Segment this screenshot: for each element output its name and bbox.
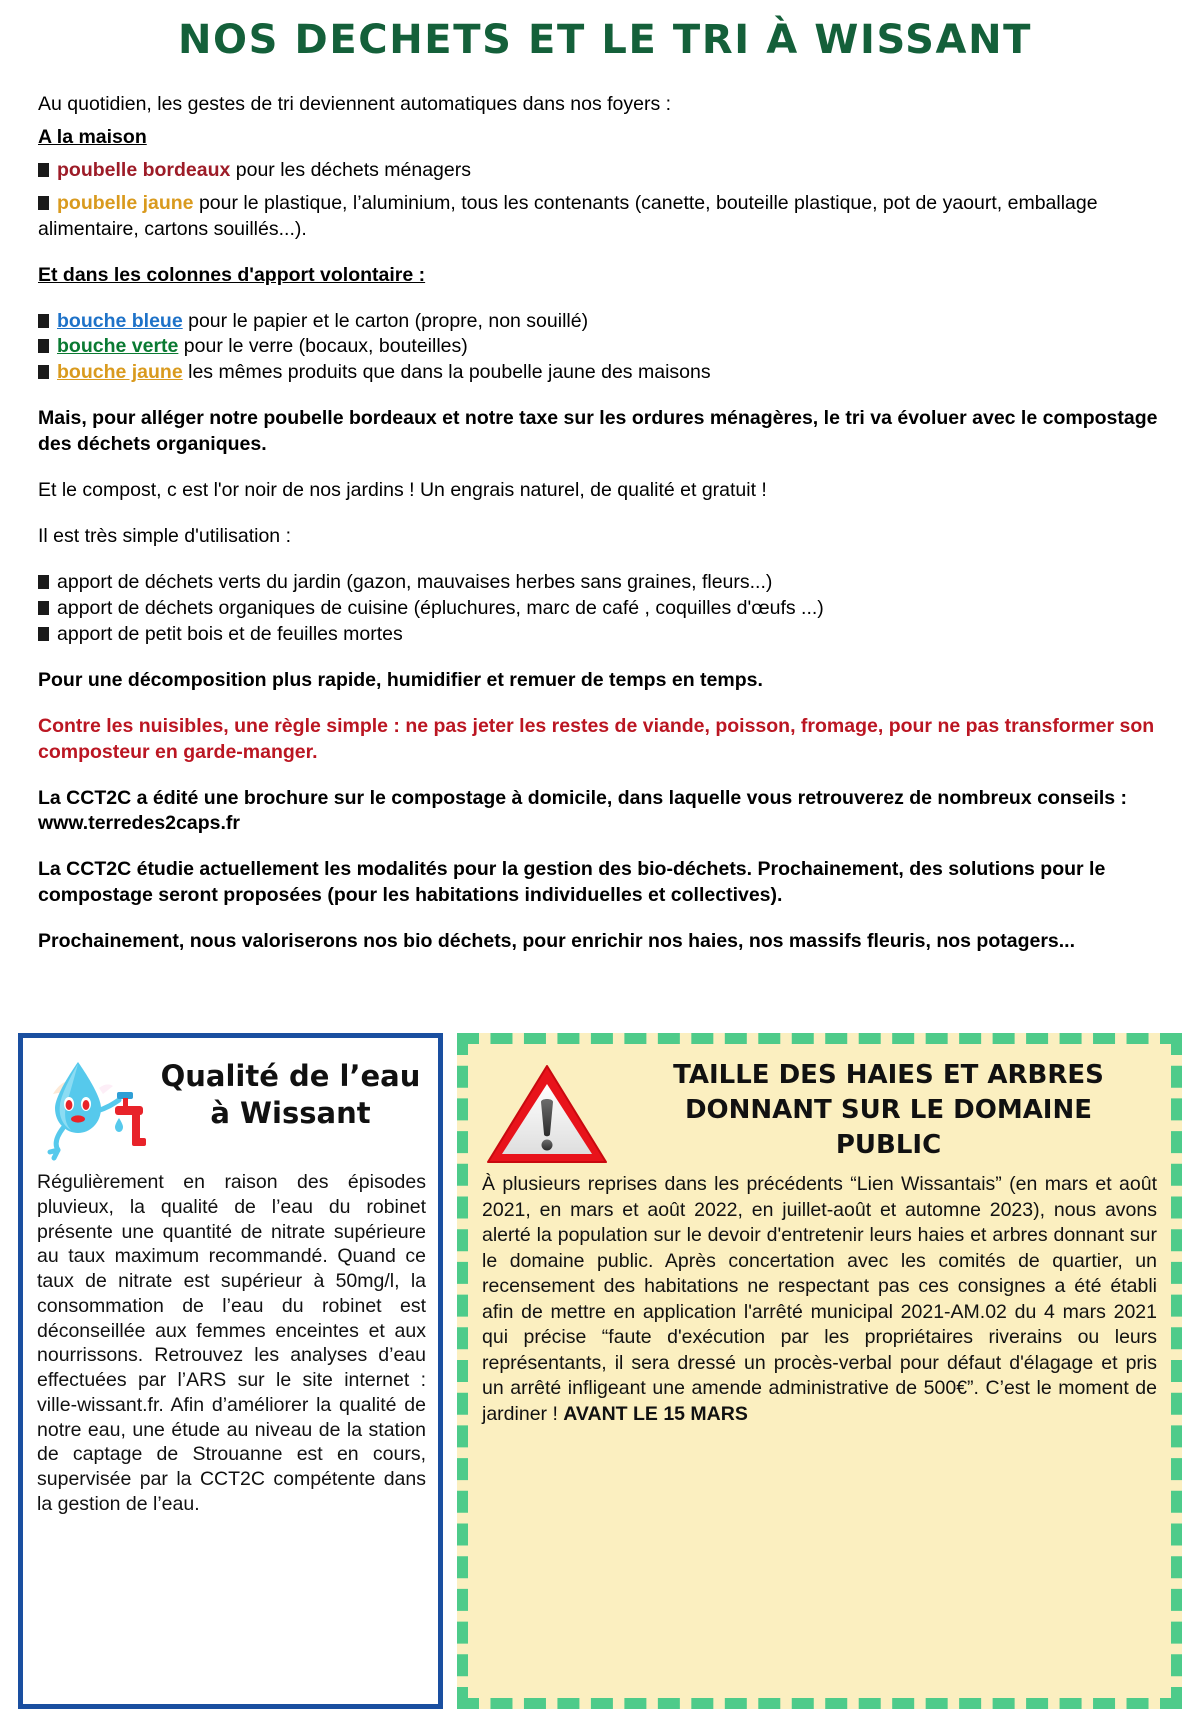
list-item [38, 570, 1160, 596]
list-item-text: pour le papier et le carton (propre, non souillé) [182, 309, 589, 332]
list-item [38, 360, 1160, 386]
water-quality-box [18, 1033, 443, 1709]
heading-colonnes-apport [38, 263, 1160, 289]
article-body [0, 92, 1200, 955]
list-item-text: pour le verre (bocaux, bouteilles) [178, 335, 468, 358]
bullet-square-icon [38, 196, 49, 210]
keyword-bouche-bleue: bouche bleue [57, 309, 183, 332]
page-title: NOS DECHETS ET LE TRI À WISSANT [177, 17, 1033, 63]
keyword-bouche-jaune: bouche jaune [57, 361, 183, 384]
list-item [38, 596, 1160, 622]
list-item [38, 622, 1160, 648]
paragraph-gold: Et le compost, c est l'or noir de nos jardins ! Un engrais naturel, de qualité et gratuit ! [38, 479, 767, 502]
paragraph-decomposition: Pour une décomposition plus rapide, humidifier et remuer de temps en temps. [38, 668, 763, 691]
hedge-body-text: À plusieurs reprises dans les précédents “Lien Wissantais” (en mars et août 2021, en mars et août 2022, en juillet-août et automne 2023), nous avons alerté la population sur le devoir d'entretenir leurs haies et arbres donnant sur le domaine public. Après concertation avec les comités de quartier, un recensement des habitations ne respectant pas ces consignes a été établi afin de mettre en application l'arrêté municipal 2021-AM.02 du 4 mars 2021 qui précise “faute d'exécution par les propriétaires riverains ou leurs représentants, il sera dressé un procès-verbal pour défaut d'élagage et pris un arrêté infligeant une amende administrative de 500€”. C’est le moment de jardiner ! [482, 1173, 1157, 1425]
list-item-text: pour le plastique, l’aluminium, tous les contenants (canette, bouteille plastique, pot de yaourt, emballage alimentaire, cartons souillés...). [38, 191, 1098, 240]
hedge-trimming-body [482, 1172, 1157, 1427]
water-quality-header [37, 1048, 426, 1166]
warning-triangle-icon [482, 1058, 612, 1170]
paragraph-future: Prochainement, nous valoriserons nos bio déchets, pour enrichir nos haies, nos massifs fleuris, nos potagers... [38, 930, 1076, 953]
bullet-square-icon [38, 601, 49, 615]
hedge-title-line3: PUBLIC [835, 1130, 942, 1161]
list-item [38, 158, 1160, 184]
bullet-square-icon [38, 627, 49, 641]
list-item-text: apport de petit bois et de feuilles mortes [57, 622, 403, 645]
heading-a-la-maison [38, 125, 1160, 151]
heading-colonnes-apport-label: Et dans les colonnes d'apport volontaire : [38, 263, 426, 286]
list-item-text: les mêmes produits que dans la poubelle jaune des maisons [182, 361, 711, 384]
paragraph-simple-use: Il est très simple d'utilisation : [38, 525, 291, 548]
keyword-poubelle-bordeaux: poubelle bordeaux [57, 158, 231, 181]
intro-paragraph: Au quotidien, les gestes de tri deviennent automatiques dans nos foyers : [38, 93, 672, 115]
water-quality-body: Régulièrement en raison des épisodes pluvieux, la qualité de l’eau du robinet présente une quantité de nitrate supérieure au taux maximum recommandé. Quand ce taux de nitrate est supérieur à 50mg/l, la consommation de l’eau du robinet est déconseillée aux femmes enceintes et aux nourrissons. Retrouvez les analyses d’eau effectuées par l’ARS sur le site internet : ville-wissant.fr. Afin d’améliorer la qualité de notre eau, une étude au niveau de la station de captage de Strouanne est en cours, supervisée par la CCT2C compétente dans la gestion de l’eau. [37, 1171, 426, 1515]
hedge-body-deadline: AVANT LE 15 MARS [563, 1402, 748, 1425]
water-quality-title-line2: à Wissant [210, 1096, 371, 1131]
water-quality-title-line1: Qualité de l’eau [160, 1059, 421, 1093]
water-quality-title [155, 1048, 426, 1132]
list-item-text: pour les déchets ménagers [230, 158, 471, 181]
list-item [38, 191, 1160, 243]
hedge-title-line2: DONNANT SUR LE DOMAINE [684, 1095, 1093, 1126]
keyword-poubelle-jaune: poubelle jaune [57, 191, 194, 214]
bullet-square-icon [38, 575, 49, 589]
list-item [38, 309, 1160, 335]
paragraph-brochure: La CCT2C a édité une brochure sur le compostage à domicile, dans laquelle vous retrouverez de nombreux conseils : www.terredes2caps.fr [38, 786, 1128, 835]
paragraph-evolve: Mais, pour alléger notre poubelle bordeaux et notre taxe sur les ordures ménagères, le tri va évoluer avec le compostage des déchets organiques. [38, 407, 1158, 456]
list-item-text: apport de déchets organiques de cuisine (épluchures, marc de café , coquilles d'œufs ...) [57, 596, 824, 619]
hedge-title-line1: TAILLE DES HAIES ET ARBRES [673, 1060, 1104, 1090]
bullet-square-icon [38, 314, 49, 328]
bullet-square-icon [38, 339, 49, 353]
bullet-square-icon [38, 163, 49, 177]
paragraph-pest-warning: Contre les nuisibles, une règle simple : ne pas jeter les restes de viande, poisson, fromage, pour ne pas transformer son composteur en garde-manger. [38, 714, 1155, 763]
water-drop-mascot-tap-icon [37, 1048, 155, 1166]
hedge-trimming-box [457, 1033, 1182, 1709]
list-item [38, 334, 1160, 360]
keyword-bouche-verte: bouche verte [57, 335, 179, 358]
paragraph-study: La CCT2C étudie actuellement les modalités pour la gestion des bio-déchets. Prochainement, des solutions pour le compostage seront proposées (pour les habitations individuelles et collectives). [38, 858, 1106, 907]
bottom-boxes-row [0, 1033, 1200, 1717]
bullet-square-icon [38, 365, 49, 379]
list-item-text: apport de déchets verts du jardin (gazon, mauvaises herbes sans graines, fleurs...) [57, 570, 773, 593]
heading-a-la-maison-label: A la maison [38, 125, 147, 148]
hedge-trimming-title [620, 1054, 1157, 1163]
hedge-trimming-header [482, 1054, 1157, 1170]
